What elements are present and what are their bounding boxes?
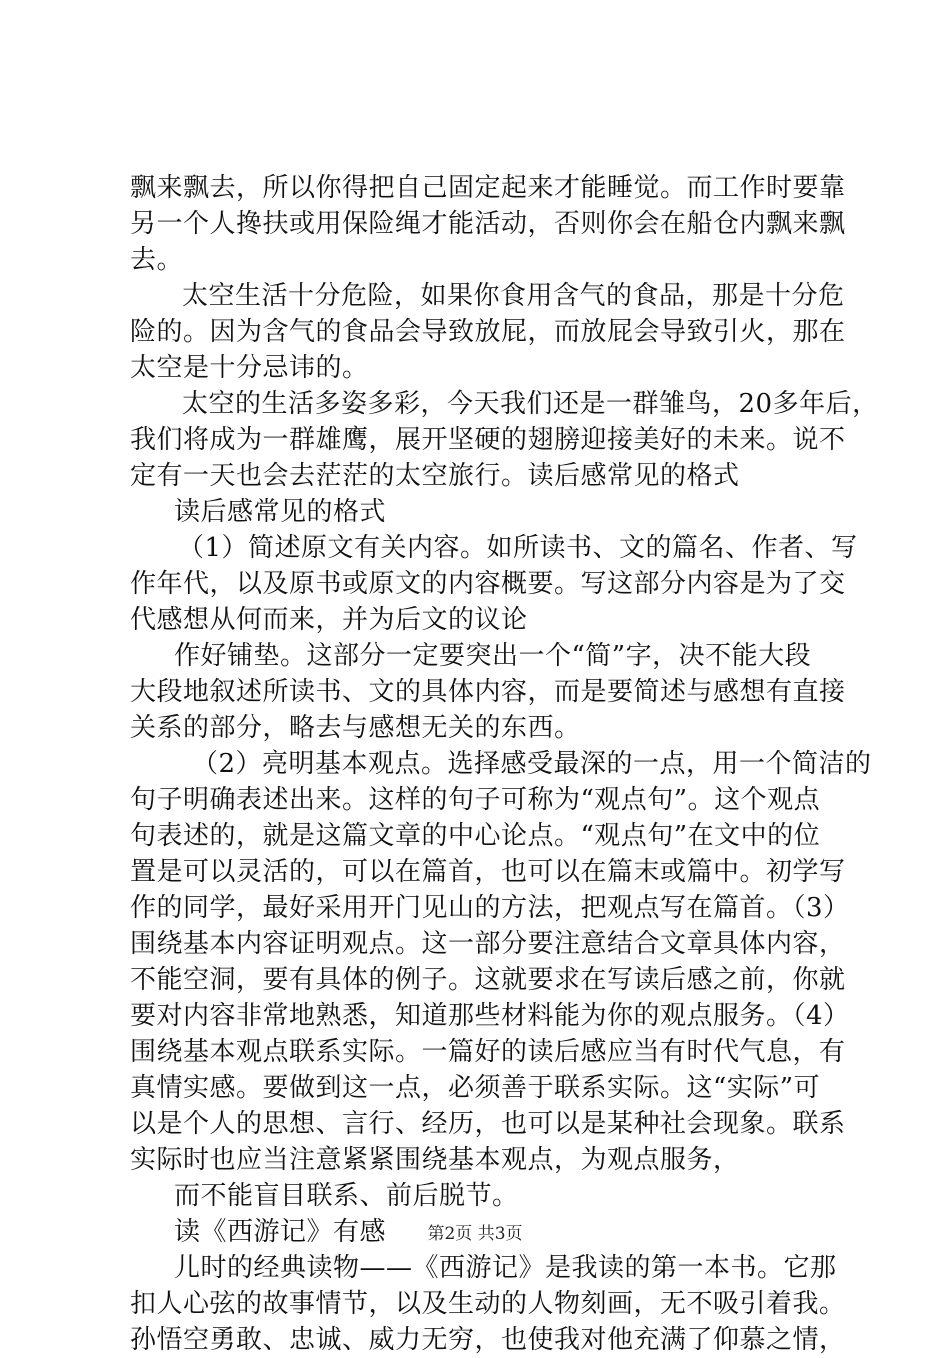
text-line: 儿时的经典读物——《西游记》是我读的第一本书。它那	[174, 1253, 837, 1283]
text-line: 另一个人搀扶或用保险绳才能活动，否则你会在船仓内飘来飘	[130, 209, 846, 239]
text-line: 真情实感。要做到这一点，必须善于联系实际。这“实际”可	[130, 1073, 821, 1103]
text-line: 作好铺垫。这部分一定要突出一个“简”字，决不能大段	[174, 641, 812, 671]
text-line: 围绕基本内容证明观点。这一部分要注意结合文章具体内容，	[130, 929, 846, 959]
text-line: 句子明确表述出来。这样的句子可称为“观点句”。这个观点	[130, 785, 821, 815]
text-line: 大段地叙述所读书、文的具体内容，而是要简述与感想有直接	[130, 677, 846, 707]
text-line: （2）亮明基本观点。选择感受最深的一点，用一个简洁的	[192, 749, 872, 779]
text-line: 我们将成为一群雄鹰，展开坚硬的翅膀迎接美好的未来。说不	[130, 425, 846, 455]
text-line: 去。	[130, 245, 184, 275]
text-line: 定有一天也会去茫茫的太空旅行。读后感常见的格式	[130, 461, 740, 491]
text-line: 不能空洞，要有具体的例子。这就要求在写读后感之前，你就	[130, 965, 846, 995]
text-line: 扣人心弦的故事情节，以及生动的人物刻画，无不吸引着我。	[130, 1289, 846, 1319]
text-line: 太空是十分忌讳的。	[130, 353, 369, 383]
text-line: （1）简述原文有关内容。如所读书、文的篇名、作者、写	[178, 533, 858, 563]
text-line: 读后感常见的格式	[174, 497, 387, 527]
text-line: 险的。因为含气的食品会导致放屁，而放屁会导致引火，那在	[130, 317, 846, 347]
text-line: 作的同学，最好采用开门见山的方法，把观点写在篇首。（3）	[130, 893, 850, 923]
text-line: 太空的生活多姿多彩，今天我们还是一群雏鸟，20多年后，	[182, 389, 879, 419]
text-line: 以是个人的思想、言行、经历，也可以是某种社会现象。联系	[130, 1109, 846, 1139]
text-line: 而不能盲目联系、前后脱节。	[174, 1181, 519, 1211]
document-body	[130, 170, 879, 1358]
text-line: 要对内容非常地熟悉，知道那些材料能为你的观点服务。（4）	[130, 1001, 850, 1031]
text-line: 飘来飘去，所以你得把自己固定起来才能睡觉。而工作时要靠	[130, 173, 846, 203]
text-line: 代感想从何而来，并为后文的议论	[130, 605, 528, 635]
text-line: 孙悟空勇敢、忠诚、威力无穷，也使我对他充满了仰慕之情，	[130, 1325, 846, 1355]
text-line: 关系的部分，略去与感想无关的东西。	[130, 713, 581, 743]
text-line: 句表述的，就是这篇文章的中心论点。“观点句”在文中的位	[130, 821, 821, 851]
text-line: 围绕基本观点联系实际。一篇好的读后感应当有时代气息，有	[130, 1037, 846, 1067]
text-line: 读《西游记》有感	[174, 1217, 387, 1247]
text-line: 作年代，以及原书或原文的内容概要。写这部分内容是为了交	[130, 569, 846, 599]
page-footer: 第2页 共3页	[427, 1224, 523, 1244]
text-line: 实际时也应当注意紧紧围绕基本观点，为观点服务，	[130, 1145, 740, 1175]
text-line: 太空生活十分危险，如果你食用含气的食品，那是十分危	[182, 281, 845, 311]
text-line: 置是可以灵活的，可以在篇首，也可以在篇末或篇中。初学写	[130, 857, 846, 887]
